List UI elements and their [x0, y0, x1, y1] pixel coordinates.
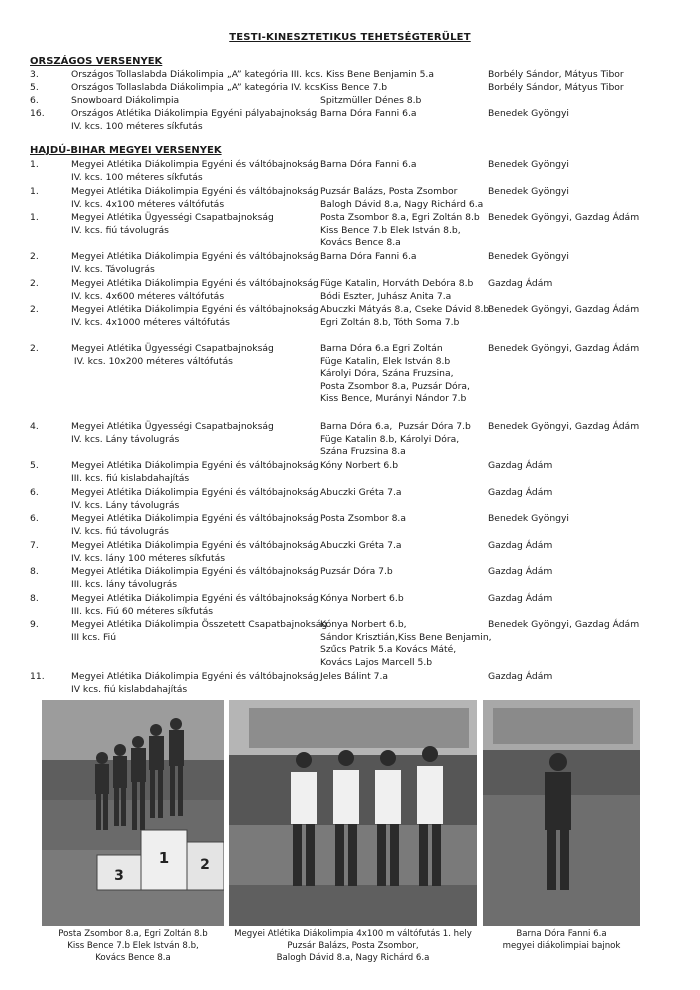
event: Megyei Atlétika Diákolimpia Egyéni és váltóbajnokság IV. kcs. fiú távolugrás — [71, 513, 319, 537]
teacher: Gazdag Ádám — [488, 566, 553, 577]
rank: 2. — [30, 251, 39, 262]
event: Megyei Atlétika Diákolimpia Egyéni és váltóbajnokság III. kcs. lány távolugrás — [71, 566, 319, 590]
photo-caption: Posta Zsombor 8.a, Egri Zoltán 8.b Kiss Bence 7.b Elek István 8.b, Kovács Bence 8.a — [58, 929, 208, 963]
rank: 2. — [30, 343, 39, 354]
students: Barna Dóra 6.a, Puzsár Dóra 7.b Füge Katalin 8.b, Károlyi Dóra, Szána Fruzsina 8.a — [320, 421, 471, 458]
event: Megyei Atlétika Diákolimpia Egyéni és váltóbajnokság IV. kcs. Lány távolugrás — [71, 487, 319, 511]
teacher: Benedek Gyöngyi — [488, 159, 569, 170]
rank: 1. — [30, 212, 39, 223]
rank: 6. — [30, 487, 39, 498]
students: Kiss Bence 7.b — [320, 82, 388, 93]
students: Kónya Norbert 6.b — [320, 593, 404, 604]
event: Megyei Atlétika Diákolimpia Egyéni és váltóbajnokság III. kcs. Fiú 60 méteres síkfutás — [71, 593, 319, 617]
event: Megyei Atlétika Diákolimpia Egyéni és váltóbajnokság IV. kcs. 4x600 méteres váltófutás — [71, 278, 319, 302]
teacher: Borbély Sándor, Mátyus Tibor — [488, 82, 624, 93]
event: Megyei Atlétika Ügyességi Csapatbajnokság IV. kcs. fiú távolugrás — [71, 212, 274, 236]
teacher: Gazdag Ádám — [488, 460, 553, 471]
event: Megyei Atlétika Ügyességi Csapatbajnokság IV. kcs. Lány távolugrás — [71, 421, 274, 445]
students: Posta Zsombor 8.a, Egri Zoltán 8.b Kiss Bence 7.b Elek István 8.b, Kovács Bence 8.a — [320, 212, 480, 249]
students: Barna Dóra Fanni 6.a — [320, 159, 417, 170]
podium-number: 3 — [114, 868, 124, 884]
teacher: Benedek Gyöngyi — [488, 108, 569, 119]
students: Barna Dóra Fanni 6.a — [320, 108, 417, 119]
rank: 8. — [30, 566, 39, 577]
students: Abuczki Gréta 7.a — [320, 540, 402, 551]
teacher: Benedek Gyöngyi, Gazdag Ádám — [488, 421, 640, 432]
event: Megyei Atlétika Diákolimpia Összetett Csapatbajnokság III kcs. Fiú — [71, 619, 328, 643]
event: Snowboard Diákolimpia — [71, 95, 180, 106]
teacher: Benedek Gyöngyi — [488, 251, 569, 262]
teacher: Benedek Gyöngyi, Gazdag Ádám — [488, 343, 640, 354]
students: Kóny Norbert 6.b — [320, 460, 399, 471]
event: Megyei Atlétika Diákolimpia Egyéni és váltóbajnokság III. kcs. fiú kislabdahajítás — [71, 460, 319, 484]
teacher: Benedek Gyöngyi, Gazdag Ádám — [488, 619, 640, 630]
students: Puzsár Balázs, Posta Zsombor Balogh Dávid 8.a, Nagy Richárd 6.a — [320, 186, 484, 210]
rank: 5. — [30, 82, 39, 93]
event: Megyei Atlétika Diákolimpia Egyéni és váltóbajnokság IV. kcs. 100 méteres síkfutás — [71, 159, 319, 183]
students: Spitzmüller Dénes 8.b — [320, 95, 422, 106]
teacher: Benedek Gyöngyi — [488, 186, 569, 197]
students: Jeles Bálint 7.a — [320, 671, 389, 682]
event: Országos Tollaslabda Diákolimpia „A” kategória III. kcs. Kiss Bene Benjamin 5.a — [71, 69, 434, 80]
rank: 6. — [30, 513, 39, 524]
rank: 6. — [30, 95, 39, 106]
rank: 9. — [30, 619, 39, 630]
students: Barna Dóra 6.a Egri Zoltán Füge Katalin, Elek István 8.b Károlyi Dóra, Szána Fruzsina, Posta Zsombor 8.a, Puzsár Dóra, Kiss Bence, Murányi Nándor 7.b — [320, 343, 470, 405]
rank: 2. — [30, 304, 39, 315]
students: Abuczki Mátyás 8.a, Cseke Dávid 8.b Egri Zoltán 8.b, Tóth Soma 7.b — [320, 304, 490, 328]
rank: 1. — [30, 186, 39, 197]
section-heading-national: ORSZÁGOS VERSENYEK — [30, 56, 163, 67]
event: Országos Tollaslabda Diákolimpia „A” kategória IV. kcs. — [71, 82, 323, 93]
teacher: Borbély Sándor, Mátyus Tibor — [488, 69, 624, 80]
rank: 16. — [30, 108, 45, 119]
rank: 1. — [30, 159, 39, 170]
teacher: Gazdag Ádám — [488, 593, 553, 604]
rank: 5. — [30, 460, 39, 471]
students: Füge Katalin, Horváth Debóra 8.b Bódi Eszter, Juhász Anita 7.a — [320, 278, 474, 302]
section-heading-county: HAJDÚ-BIHAR MEGYEI VERSENYEK — [30, 145, 222, 156]
students: Kónya Norbert 6.b, Sándor Krisztián,Kiss Bene Benjamin, Szűcs Patrik 5.a Kovács Máté, Kovács Lajos Marcell 5.b — [320, 619, 492, 668]
event: Megyei Atlétika Diákolimpia Egyéni és váltóbajnokság IV. kcs. 4x1000 méteres váltófutás — [71, 304, 319, 328]
event: Országos Atlétika Diákolimpia Egyéni pályabajnokság IV. kcs. 100 méteres síkfutás — [71, 108, 318, 132]
photo-champion — [483, 700, 640, 926]
rank: 11. — [30, 671, 45, 682]
rank: 2. — [30, 278, 39, 289]
photo-relay-team — [229, 700, 477, 926]
students: Abuczki Gréta 7.a — [320, 487, 402, 498]
students: Posta Zsombor 8.a — [320, 513, 406, 524]
event: Megyei Atlétika Diákolimpia Egyéni és váltóbajnokság IV. kcs. lány 100 méteres síkfutás — [71, 540, 319, 564]
event: Megyei Atlétika Diákolimpia Egyéni és váltóbajnokság IV kcs. fiú kislabdahajítás — [71, 671, 319, 695]
teacher: Benedek Gyöngyi, Gazdag Ádám — [488, 304, 640, 315]
students: Puzsár Dóra 7.b — [320, 566, 393, 577]
teacher: Gazdag Ádám — [488, 671, 553, 682]
event: Megyei Atlétika Ügyességi Csapatbajnokság IV. kcs. 10x200 méteres váltófutás — [71, 343, 274, 367]
teacher: Gazdag Ádám — [488, 540, 553, 551]
teacher: Benedek Gyöngyi, Gazdag Ádám — [488, 212, 640, 223]
rank: 4. — [30, 421, 39, 432]
rank: 7. — [30, 540, 39, 551]
photo-caption: Barna Dóra Fanni 6.a megyei diákolimpiai bajnok — [502, 929, 621, 951]
rank: 3. — [30, 69, 39, 80]
event: Megyei Atlétika Diákolimpia Egyéni és váltóbajnokság IV. kcs. Távolugrás — [71, 251, 319, 275]
students: Barna Dóra Fanni 6.a — [320, 251, 417, 262]
rank: 8. — [30, 593, 39, 604]
photo-podium — [42, 700, 224, 926]
podium-number: 2 — [200, 857, 210, 873]
podium-number: 1 — [158, 849, 170, 867]
photo-caption: Megyei Atlétika Diákolimpia 4x100 m váltófutás 1. hely Puzsár Balázs, Posta Zsombor, Balogh Dávid 8.a, Nagy Richárd 6.a — [234, 929, 472, 963]
event: Megyei Atlétika Diákolimpia Egyéni és váltóbajnokság IV. kcs. 4x100 méteres váltófutás — [71, 186, 319, 210]
page-title: TESTI-KINESZTETIKUS TEHETSÉGTERÜLET — [229, 32, 471, 43]
teacher: Gazdag Ádám — [488, 487, 553, 498]
teacher: Gazdag Ádám — [488, 278, 553, 289]
teacher: Benedek Gyöngyi — [488, 513, 569, 524]
